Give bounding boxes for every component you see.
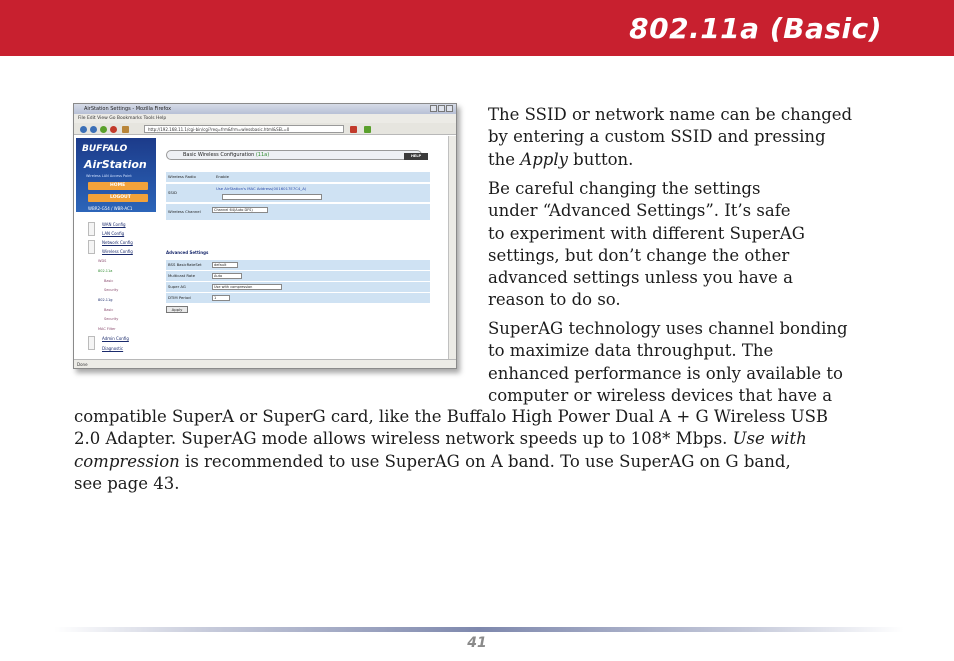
url-bar: http://192.168.11.1/cgi-bin/cgi?req=frm&frm=wlessbasic.html&SEL=0 xyxy=(144,125,344,133)
status-bar: Done xyxy=(74,359,456,368)
window-titlebar: AirStation Settings - Mozilla Firefox xyxy=(74,104,456,114)
page-number: 41 xyxy=(467,635,487,651)
go-icon xyxy=(350,126,357,133)
product-logo: AirStation xyxy=(84,158,147,171)
reload-icon xyxy=(100,126,107,133)
home-button: HOME xyxy=(88,182,148,190)
nav-sub-11g: 802.11g xyxy=(98,298,113,302)
panel-title: Basic Wireless Configuration (11a) xyxy=(166,150,422,160)
nav-admin-config: Admin Config xyxy=(102,336,129,341)
home-icon xyxy=(122,126,129,133)
menu-bar: File Edit View Go Bookmarks Tools Help xyxy=(74,114,456,123)
nav-sub-security: Security xyxy=(104,288,119,292)
nav-lan-config: LAN Config xyxy=(102,231,125,236)
help-button: HELP xyxy=(404,153,428,160)
nav-bracket xyxy=(88,240,95,254)
footer-rule xyxy=(54,627,904,632)
router-main-panel xyxy=(160,136,456,358)
config-row: Wireless Channel Channel 64(Auto DFS) xyxy=(166,204,430,220)
scrollbar xyxy=(448,136,456,360)
config-row: SSID Use AirStation's MAC Address(0016017E7C4_A) xyxy=(166,184,430,202)
nav-diagnostic: Diagnostic xyxy=(102,346,124,351)
nav-sub-basic: Basic xyxy=(104,308,114,312)
nav-sub-wds: WDS xyxy=(98,259,107,263)
nav-sub-11a: 802.11a xyxy=(98,269,113,273)
search-icon xyxy=(364,126,371,133)
config-row: Wireless Radio Enable xyxy=(166,172,430,182)
apply-button: Apply xyxy=(166,306,188,313)
nav-bracket xyxy=(88,336,95,350)
model-label: WBR2-G54 / WBR-AC1 xyxy=(88,206,133,211)
stop-icon xyxy=(110,126,117,133)
router-screenshot xyxy=(73,103,457,369)
config-row: DTIM Period 1 xyxy=(166,293,430,303)
advanced-settings-title: Advanced Settings xyxy=(166,250,209,255)
product-subtitle: Wireless LAN Access Point xyxy=(86,174,132,178)
window-controls xyxy=(430,105,453,112)
paragraph-ssid: The SSID or network name can be changed by entering a custom SSID and pressing the Apply button. xyxy=(488,105,853,169)
back-icon xyxy=(80,126,87,133)
ssid-field xyxy=(222,194,322,200)
router-sidebar xyxy=(74,136,158,358)
brand-logo: BUFFALO xyxy=(82,144,128,154)
nav-bracket xyxy=(88,222,95,236)
nav-network-config: Network Config xyxy=(102,240,133,245)
paragraph-advanced: Be careful changing the settings under “Advanced Settings”. It’s safe to experiment with different SuperAG settings, but don’t change the other advanced settings unless you have a reason to do so. xyxy=(488,179,805,310)
page-title: 802.11a (Basic) xyxy=(629,12,882,45)
config-row: BSS BasicRateSet default xyxy=(166,260,430,270)
nav-wireless-config: Wireless Config xyxy=(102,249,133,254)
config-row: Super AG Use with compression xyxy=(166,282,430,292)
nav-wan-config: WAN Config xyxy=(102,222,126,227)
nav-sub-security: Security xyxy=(104,317,119,321)
nav-sub-basic: Basic xyxy=(104,279,114,283)
nav-sub-mac-filter: MAC Filter xyxy=(98,327,116,331)
config-row: Multicast Rate Auto xyxy=(166,271,430,281)
channel-select: Channel 64(Auto DFS) xyxy=(212,207,268,213)
logout-button: LOGOUT xyxy=(88,194,148,202)
forward-icon xyxy=(90,126,97,133)
paragraph-superag-continued: compatible SuperA or SuperG card, like the Buffalo High Power Dual A + G Wireless USB 2.0 Adapter. SuperAG mode allows wireless network speeds up to 108* Mbps. Use with compression is recommended to use SuperAG on A band. To use SuperAG on G band, see page 43. xyxy=(74,407,829,493)
paragraph-superag: SuperAG technology uses channel bonding to maximize data throughput. The enhanced performance is only available to computer or wireless devices that have a xyxy=(488,319,848,405)
